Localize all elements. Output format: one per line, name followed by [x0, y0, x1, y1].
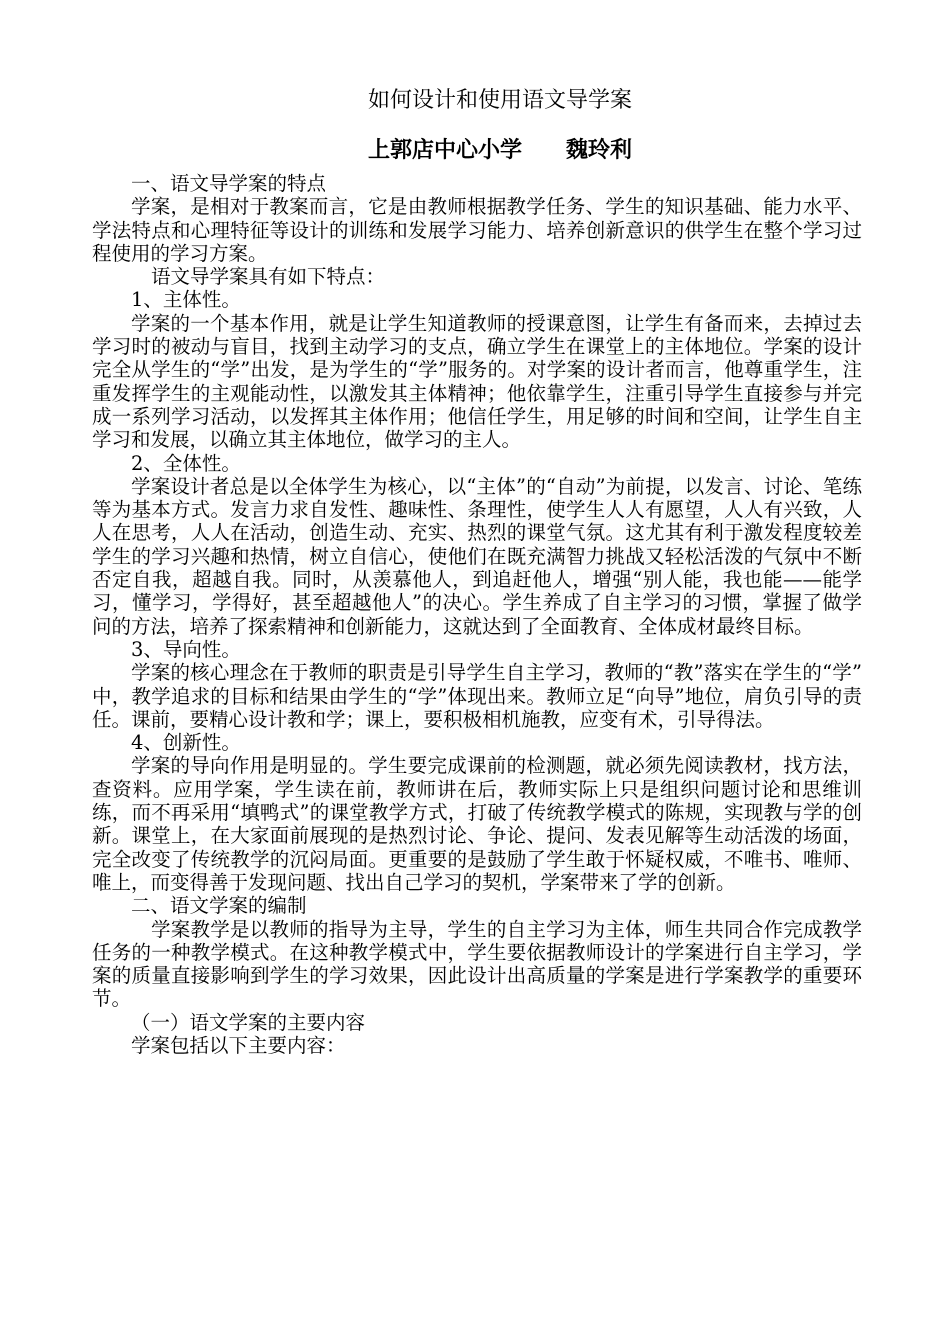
school-name: 上郭店中心小学: [367, 138, 522, 163]
subsection-heading: 2、全体性。: [131, 451, 241, 475]
subsection-heading: 1、主体性。: [131, 288, 241, 312]
document-byline: [0, 136, 950, 166]
body-paragraph: 学案教学是以教师的指导为主导，学生的自主学习为主体，师生共同合作完成教学任务的一种教学模式。在这种教学模式中，学生要依据教师设计的学案进行自主学习，学案的质量直接影响到学生的学习效果，因此设计出高质量的学案是进行学案教学的重要环节。: [92, 917, 862, 1011]
subsection-heading: （一）语文学案的主要内容: [131, 1010, 366, 1034]
section-heading: 二、语文学案的编制: [131, 894, 307, 918]
body-paragraph: 学案设计者总是以全体学生为核心，以“主体”的“自动”为前提，以发言、讨论、笔练等为基本方式。发言力求自发性、趣味性、条理性，使学生人人有愿望，人人有兴致，人人在思考，人人在活动，创造生动、充实、热烈的课堂气氛。这尤其有利于激发程度较差学生的学习兴趣和热情，树立自信心，使他们在既充满智力挑战又轻松活泼的气氛中不断否定自我，超越自我。同时，从羡慕他人，到追赶他人，增强“别人能，我也能——能学习，懂学习，学得好，甚至超越他人”的决心。学生养成了自主学习的习惯，掌握了做学问的方法，培养了探索精神和创新能力，这就达到了全面教育、全体成材最终目标。: [92, 474, 862, 638]
section-heading: 一、语文导学案的特点: [131, 172, 327, 195]
body-paragraph: 学案，是相对于教案而言，它是由教师根据教学任务、学生的知识基础、能力水平、学法特点和心理特征等设计的训练和发展学习能力、培养创新意识的供学生在整个学习过程使用的学习方案。: [92, 195, 862, 265]
body-paragraph: 学案的导向作用是明显的。学生要完成课前的检测题，就必须先阅读教材，找方法，查资料。应用学案，学生读在前，教师讲在后，教师实际上只是组织问题讨论和思维训练，而不再采用“填鸭式”的课堂教学方式，打破了传统教学模式的陈规，实现教与学的创新。课堂上，在大家面前展现的是热烈讨论、争论、提问、发表见解等生动活泼的场面，完全改变了传统教学的沉闷局面。更重要的是鼓励了学生敢于怀疑权威，不唯书、唯师、唯上，而变得善于发现问题、找出自己学习的契机，学案带来了学的创新。: [92, 754, 862, 894]
subsection-heading: 3、导向性。: [131, 637, 241, 661]
body-paragraph: 学案的一个基本作用，就是让学生知道教师的授课意图，让学生有备而来，去掉过去学习时的被动与盲目，找到主动学习的支点，确立学生在课堂上的主体地位。学案的设计完全从学生的“学”出发，是为学生的“学”服务的。对学案的设计者而言，他尊重学生，注重发挥学生的主观能动性，以激发其主体精神；他依靠学生，注重引导学生直接参与并完成一系列学习活动，以发挥其主体作用；他信任学生，用足够的时间和空间，让学生自主学习和发展，以确立其主体地位，做学习的主人。: [92, 311, 862, 452]
document-title: 如何设计和使用语文导学案: [367, 88, 632, 113]
body-paragraph: 学案的核心理念在于教师的职责是引导学生自主学习，教师的“教”落实在学生的“学” 中，教学追求的目标和结果由学生的“学”体现出来。教师立足“向导”地位，肩负引导的责任。课前，要精心设计教和学；课上，要积极相机施教，应变有术，引导得法。: [92, 661, 862, 731]
subsection-heading: 4、创新性。: [131, 731, 241, 755]
author-name: 魏玲利: [566, 138, 633, 163]
document-body: [92, 172, 862, 1057]
body-paragraph: 学案包括以下主要内容：: [131, 1033, 346, 1057]
body-paragraph: 语文导学案具有如下特点：: [151, 265, 386, 289]
